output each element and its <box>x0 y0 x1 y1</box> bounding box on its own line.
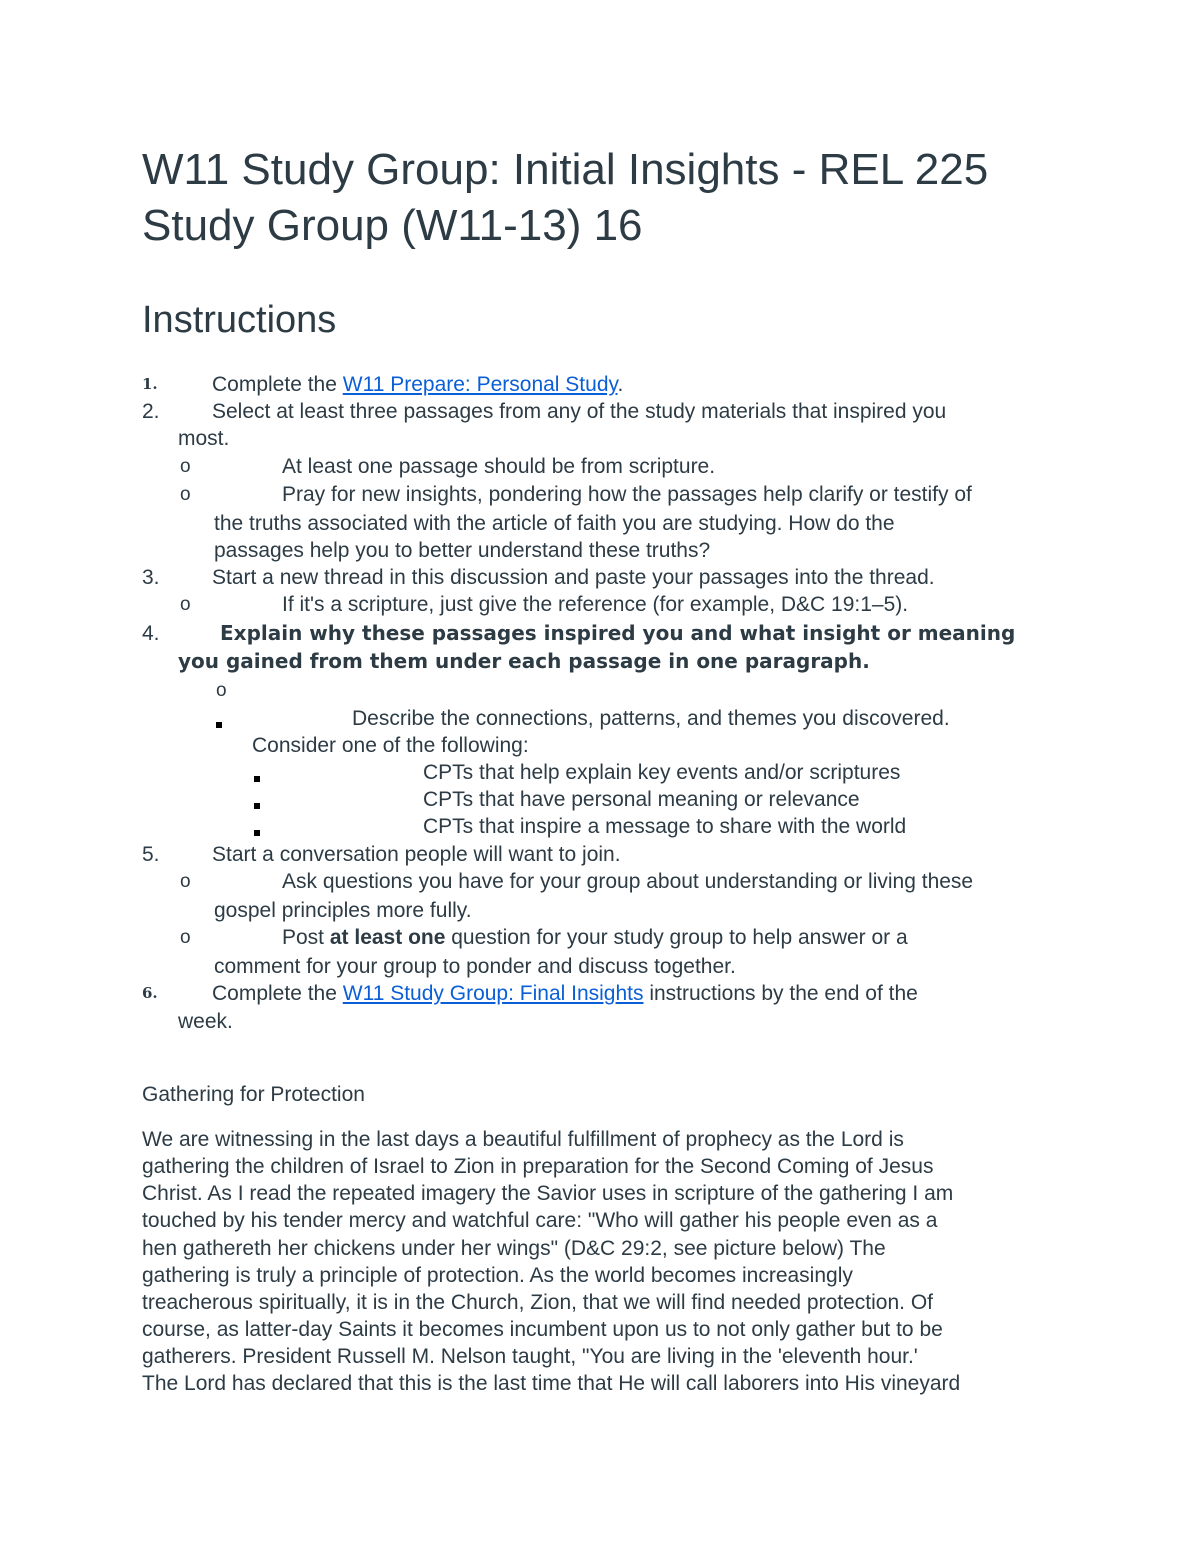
item-2-sub-2-line-3: passages help you to better understand these truths? <box>214 539 711 562</box>
item-5-sub-2-bold: at least one <box>329 926 446 949</box>
item-4-marker: 4. <box>142 622 160 645</box>
paragraph-line: The Lord has declared that this is the last time that He will call laborers into His vineyard <box>142 1372 961 1395</box>
item-5-marker: 5. <box>142 843 160 866</box>
item-4-square-2: CPTs that help explain key events and/or scriptures <box>423 761 901 784</box>
item-4-square-4-marker <box>254 823 260 841</box>
paragraph-line: gatherers. President Russell M. Nelson taught, "You are living in the 'eleventh hour.' <box>142 1345 918 1368</box>
item-2-sub-2-line-2: the truths associated with the article of faith you are studying. How do the <box>214 512 895 535</box>
paragraph-line: course, as latter-day Saints it becomes incumbent upon us to not only gather but to be <box>142 1318 943 1341</box>
item-1-text <box>212 371 623 398</box>
item-2-sub-2-line-1: Pray for new insights, pondering how the passages help clarify or testify of <box>282 483 972 506</box>
item-1-post: . <box>617 373 624 396</box>
instructions-heading: Instructions <box>142 299 337 341</box>
item-5-sub-2-post: question for your study group to help answer or a <box>445 926 908 949</box>
item-3-sub-1: If it's a scripture, just give the reference (for example, D&C 19:1–5). <box>282 593 909 616</box>
paragraph-line: gathering the children of Israel to Zion in preparation for the Second Coming of Jesus <box>142 1155 934 1178</box>
item-6-line-2: week. <box>178 1010 233 1033</box>
item-4-line-2: you gained from them under each passage in one paragraph. <box>178 649 870 673</box>
item-2-line-1: Select at least three passages from any of the study materials that inspired you <box>212 400 947 423</box>
item-6-pre: Complete the <box>212 982 343 1005</box>
item-2-sub-2-marker: o <box>180 484 191 505</box>
item-2-sub-1-marker: o <box>180 456 191 477</box>
item-3-sub-1-marker: o <box>180 594 191 615</box>
item-4-square-1-marker <box>216 715 222 733</box>
item-6-line-1 <box>212 980 918 1007</box>
item-4-sub-marker: o <box>216 680 227 701</box>
item-2-sub-1: At least one passage should be from scripture. <box>282 455 716 478</box>
item-5-sub-2-pre: Post <box>282 926 330 949</box>
section-title: Gathering for Protection <box>142 1083 365 1106</box>
item-5-sub-1-line-1: Ask questions you have for your group about understanding or living these <box>282 870 974 893</box>
item-1-pre: Complete the <box>212 373 343 396</box>
document-title-line-2: Study Group (W11-13) 16 <box>142 201 643 250</box>
item-4-square-1: Describe the connections, patterns, and themes you discovered. <box>352 707 950 730</box>
final-insights-link[interactable]: W11 Study Group: Final Insights <box>342 982 644 1005</box>
personal-study-link[interactable]: W11 Prepare: Personal Study <box>342 373 618 396</box>
item-4-line-1: Explain why these passages inspired you and what insight or meaning <box>220 621 1016 645</box>
item-1-marker: 1. <box>142 375 158 393</box>
item-3-marker: 3. <box>142 566 160 589</box>
document-title-line-1: W11 Study Group: Initial Insights - REL 225 <box>142 145 989 194</box>
paragraph-line: Christ. As I read the repeated imagery the Savior uses in scripture of the gathering I am <box>142 1182 954 1205</box>
item-5-sub-2-line-2: comment for your group to ponder and discuss together. <box>214 955 736 978</box>
item-5-line-1: Start a conversation people will want to join. <box>212 843 621 866</box>
paragraph-line: gathering is truly a principle of protection. As the world becomes increasingly <box>142 1264 853 1287</box>
item-3-line-1: Start a new thread in this discussion and paste your passages into the thread. <box>212 566 935 589</box>
item-6-marker: 6. <box>142 984 158 1002</box>
paragraph-line: We are witnessing in the last days a beautiful fulfillment of prophecy as the Lord is <box>142 1128 904 1151</box>
item-6-post: instructions by the end of the <box>643 982 918 1005</box>
paragraph-line: hen gathereth her chickens under her wings" (D&C 29:2, see picture below) The <box>142 1237 886 1260</box>
item-4-square-4: CPTs that inspire a message to share with the world <box>423 815 907 838</box>
item-4-square-2-marker <box>254 769 260 787</box>
item-5-sub-2-line-1 <box>282 924 908 951</box>
item-2-line-2: most. <box>178 427 230 450</box>
paragraph-line: touched by his tender mercy and watchful care: "Who will gather his people even as a <box>142 1209 938 1232</box>
item-4-square-3: CPTs that have personal meaning or relevance <box>423 788 860 811</box>
paragraph-line: treacherous spiritually, it is in the Church, Zion, that we will find needed protection. Of <box>142 1291 933 1314</box>
item-4-square-3-marker <box>254 796 260 814</box>
item-5-sub-1-marker: o <box>180 871 191 892</box>
item-2-marker: 2. <box>142 400 160 423</box>
item-4-consider: Consider one of the following: <box>252 734 529 757</box>
item-5-sub-2-marker: o <box>180 927 191 948</box>
item-5-sub-1-line-2: gospel principles more fully. <box>214 899 472 922</box>
